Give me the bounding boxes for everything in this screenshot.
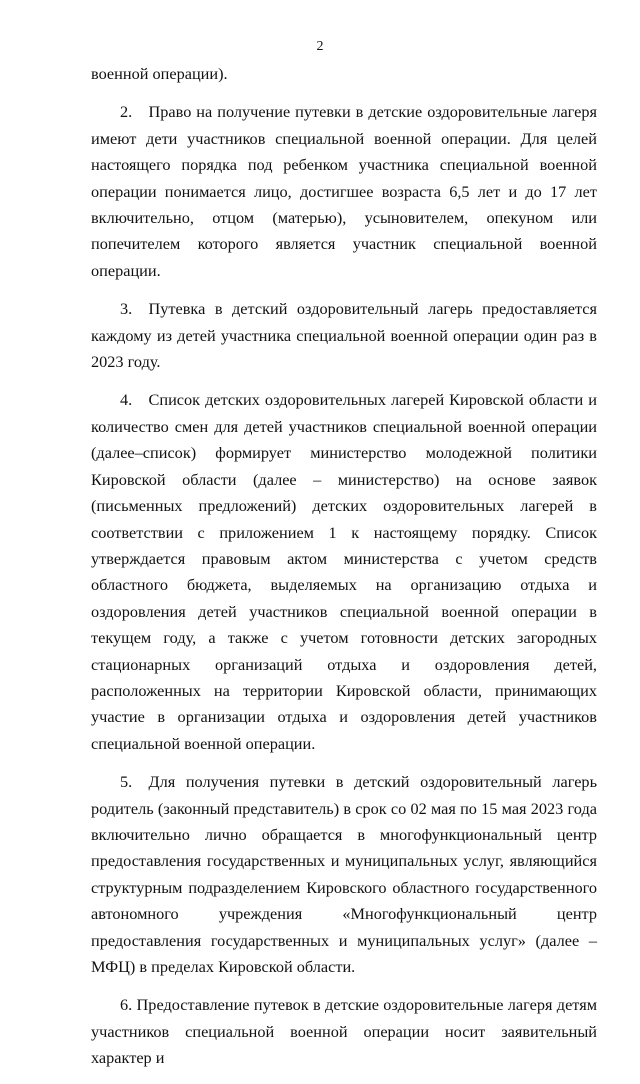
paragraph-continuation: военной операции). [91, 64, 228, 83]
paragraph-2: 2. Право на получение путевки в детские оздоровительные лагеря имеют дети участников специальной военной операции. Для целей настоящего порядка под ребенком участника специальной военной операции понимается лицо, достигшее возраста 6,5 лет и до 17 лет включительно, отцом (матерью), усыновителем, опекуном или попечителем которого является участник специальной военной операции. [91, 102, 597, 280]
page-number: 2 [316, 39, 324, 54]
document-body [91, 61, 597, 1084]
paragraph-5: 5. Для получения путевки в детский оздоровительный лагерь родитель (законный представитель) в срок со 02 мая по 15 мая 2023 года включительно лично обращается в многофункциональный центр предоставления государственных и муниципальных услуг, являющийся структурным подразделением Кировского областного государственного автономного учреждения «Многофункциональный центр предоставления государственных и муниципальных услуг» (далее – МФЦ) в пределах Кировской области. [91, 772, 597, 976]
paragraph-4: 4. Список детских оздоровительных лагерей Кировской области и количество смен для детей участников специальной военной операции (далее–список) формирует министерство молодежной политики Кировской области (далее – министерство) на основе заявок (письменных предложений) детских оздоровительных лагерей в соответствии с приложением 1 к настоящему порядку. Список утверждается правовым актом министерства с учетом средств областного бюджета, выделяемых на организацию отдыха и оздоровления детей участников специальной военной операции в текущем году, а также с учетом готовности детских загородных стационарных организаций отдыха и оздоровления детей, расположенных на территории Кировской области, принимающих участие в организации отдыха и оздоровления детей участников специальной военной операции. [91, 390, 597, 753]
paragraph-6: 6. Предоставление путевок в детские оздоровительные лагеря детям участников специальной военной операции носит заявительный характер и [91, 995, 597, 1068]
paragraph-3: 3. Путевка в детский оздоровительный лагерь предоставляется каждому из детей участника специальной военной операции один раз в 2023 году. [91, 299, 597, 372]
